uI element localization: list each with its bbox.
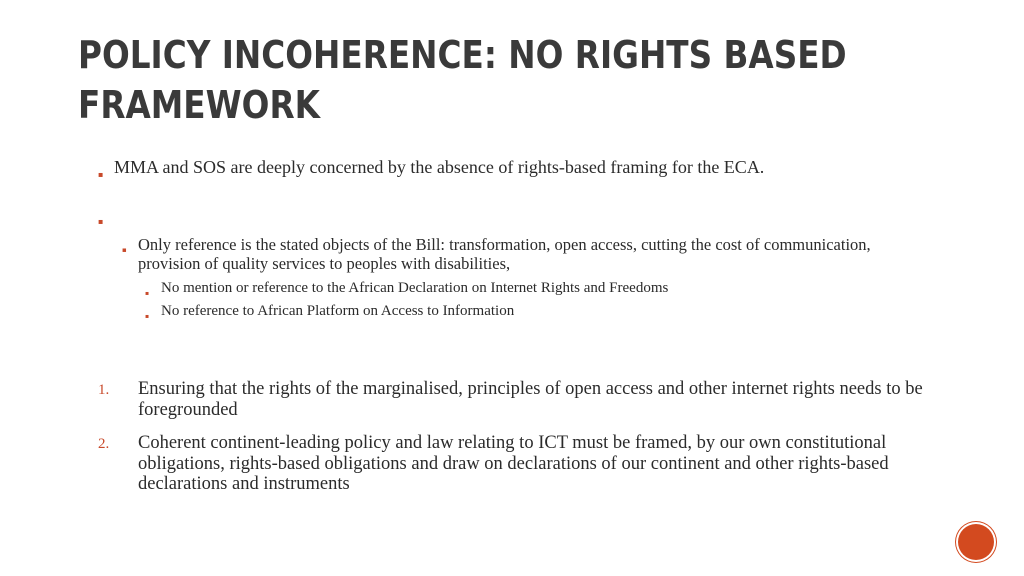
slide-title-line-1: POLICY INCOHERENCE: NO RIGHTS BASED: [78, 33, 847, 77]
bullet-item-empty: [98, 204, 934, 232]
bullet-text: MMA and SOS are deeply concerned by the absence of rights-based framing for the ECA.: [114, 157, 765, 177]
sub-sub-bullet-text: No reference to African Platform on Access to Information: [161, 303, 515, 319]
sub-sub-bullet-text: No mention or reference to the African Declaration on Internet Rights and Freedoms: [161, 280, 669, 296]
square-bullet-icon: ▪: [98, 170, 104, 179]
slide-number-badge: [958, 524, 994, 560]
square-bullet-icon: ▪: [145, 290, 150, 297]
sub-bullet-item: [122, 235, 918, 273]
numbered-item: [98, 433, 938, 495]
slide-title: [78, 30, 852, 130]
slide-title-line-2: FRAMEWORK: [78, 83, 320, 127]
bullet-item: [98, 157, 934, 185]
numbered-item-text: Ensuring that the rights of the marginalised, principles of open access and other internet rights needs to be foregrounded: [138, 379, 923, 420]
sub-bullet-text: Only reference is the stated objects of the Bill: transformation, open access, cutting the cost of communication, provision of quality services to peoples with disabilities,: [138, 235, 871, 273]
sub-sub-bullet-item: [145, 302, 921, 326]
sub-sub-bullet-item: [145, 279, 921, 303]
list-number: 1.: [98, 382, 110, 398]
square-bullet-icon: ▪: [98, 217, 104, 226]
list-number: 2.: [98, 436, 110, 452]
square-bullet-icon: ▪: [122, 246, 127, 254]
square-bullet-icon: ▪: [145, 313, 150, 320]
numbered-item-text: Coherent continent-leading policy and law relating to ICT must be framed, by our own constitutional obligations, rights-based obligations and draw on declarations of our continent and other rights-based declarations and instruments: [138, 433, 889, 494]
numbered-item: [98, 379, 938, 420]
